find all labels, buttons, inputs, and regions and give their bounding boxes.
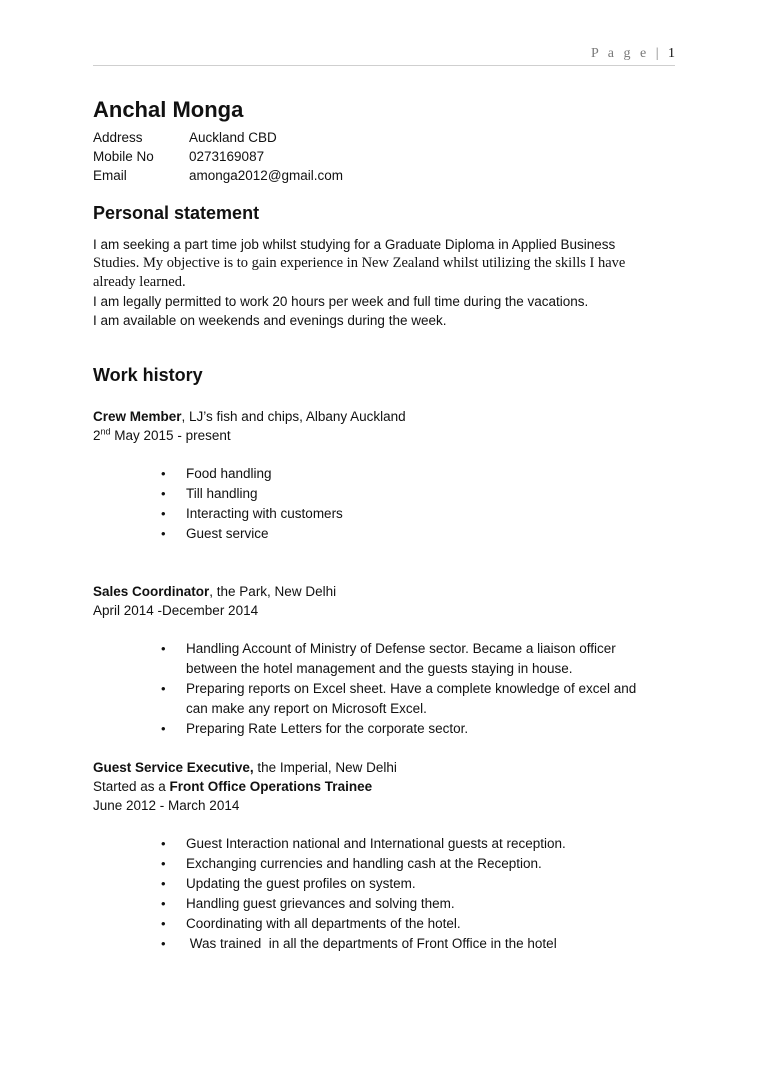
page-number: 1: [668, 46, 675, 61]
header-divider: [93, 65, 675, 66]
contact-label: Address: [93, 130, 143, 145]
personal-statement-heading: Personal statement: [93, 203, 260, 223]
job-employer: , the Park, New Delhi: [209, 584, 337, 599]
bullet-icon: •: [161, 681, 166, 696]
duty-text: Handling Account of Ministry of Defense sector. Became a liaison officer: [186, 641, 616, 656]
duty-text: Updating the guest profiles on system.: [186, 876, 416, 891]
contact-label: Mobile No: [93, 149, 154, 164]
start-prefix: Started as a: [93, 779, 170, 794]
job-date-day: 2: [93, 428, 101, 443]
statement-line: I am available on weekends and evenings during the week.: [93, 313, 447, 328]
duty-text: Guest Interaction national and International guests at reception.: [186, 836, 566, 851]
list-item: [93, 854, 683, 874]
job-employer: the Imperial, New Delhi: [253, 760, 397, 775]
page-label: P a g e |: [591, 46, 662, 61]
list-item: [93, 934, 683, 954]
bullet-icon: •: [161, 876, 166, 891]
bullet-icon: •: [161, 856, 166, 871]
statement-line: I am seeking a part time job whilst studying for a Graduate Diploma in Applied Business: [93, 237, 616, 252]
list-item: [93, 524, 683, 544]
job-heading: [93, 582, 683, 601]
resume-body: [93, 96, 683, 954]
duty-text: Till handling: [186, 486, 258, 501]
list-item-continuation: [93, 699, 683, 719]
job-title: Guest Service Executive,: [93, 760, 254, 775]
bullet-icon: •: [161, 641, 166, 656]
duty-list: [93, 464, 683, 544]
duty-text: Food handling: [186, 466, 272, 481]
duty-text: Interacting with customers: [186, 506, 343, 521]
duty-text: Handling guest grievances and solving them.: [186, 896, 455, 911]
contact-label: Email: [93, 168, 127, 183]
statement-line: I am legally permitted to work 20 hours per week and full time during the vacations.: [93, 294, 589, 309]
contact-row-email: [93, 166, 683, 185]
bullet-icon: •: [161, 916, 166, 931]
duty-text: Exchanging currencies and handling cash at the Reception.: [186, 856, 542, 871]
bullet-icon: •: [161, 896, 166, 911]
contact-value: Auckland CBD: [189, 130, 277, 145]
personal-statement: [93, 235, 683, 330]
duty-text: between the hotel management and the guests staying in house.: [186, 661, 573, 676]
contact-value: 0273169087: [189, 149, 265, 164]
job-employer: , LJ’s fish and chips, Albany Auckland: [181, 409, 406, 424]
duty-text: Coordinating with all departments of the hotel.: [186, 916, 461, 931]
list-item: [93, 639, 683, 659]
work-history-heading: Work history: [93, 365, 203, 385]
applicant-name: Anchal Monga: [93, 97, 244, 122]
job-dates: [93, 426, 683, 445]
job-dates: April 2014 -December 2014: [93, 603, 259, 618]
list-item: [93, 894, 683, 914]
job-heading: [93, 758, 683, 777]
bullet-icon: •: [161, 526, 166, 541]
job-entry: [93, 407, 683, 544]
list-item: [93, 679, 683, 699]
duty-list: [93, 834, 683, 954]
job-start-role: [93, 777, 683, 796]
duty-list: [93, 639, 683, 739]
duty-text: can make any report on Microsoft Excel.: [186, 701, 427, 716]
job-heading: [93, 407, 683, 426]
job-title: Crew Member: [93, 409, 182, 424]
page-header: [93, 46, 675, 62]
bullet-icon: •: [161, 836, 166, 851]
list-item: [93, 914, 683, 934]
contact-row-mobile: [93, 147, 683, 166]
job-dates: June 2012 - March 2014: [93, 798, 240, 813]
duty-text: Preparing reports on Excel sheet. Have a complete knowledge of excel and: [186, 681, 637, 696]
bullet-icon: •: [161, 506, 166, 521]
job-title: Sales Coordinator: [93, 584, 210, 599]
contact-value: amonga2012@gmail.com: [189, 168, 344, 183]
bullet-icon: •: [161, 486, 166, 501]
list-item: [93, 834, 683, 854]
list-item: [93, 464, 683, 484]
list-item: [93, 874, 683, 894]
statement-line: Studies. My objective is to gain experience in New Zealand whilst utilizing the skills I have: [93, 255, 626, 271]
bullet-icon: •: [161, 466, 166, 481]
job-entry: [93, 582, 683, 739]
list-item: [93, 719, 683, 739]
statement-line: already learned.: [93, 274, 186, 290]
duty-text: Was trained in all the departments of Front Office in the hotel: [186, 936, 557, 951]
start-role: Front Office Operations Trainee: [169, 779, 373, 794]
job-entry: [93, 758, 683, 954]
job-date-rest: May 2015 - present: [110, 428, 231, 443]
contact-row-address: [93, 128, 683, 147]
job-date-suffix: nd: [100, 426, 111, 437]
bullet-icon: •: [161, 721, 166, 736]
contact-details: [93, 128, 683, 185]
list-item: [93, 504, 683, 524]
list-item: [93, 484, 683, 504]
duty-text: Preparing Rate Letters for the corporate sector.: [186, 721, 469, 736]
duty-text: Guest service: [186, 526, 269, 541]
bullet-icon: •: [161, 936, 166, 951]
list-item-continuation: [93, 659, 683, 679]
